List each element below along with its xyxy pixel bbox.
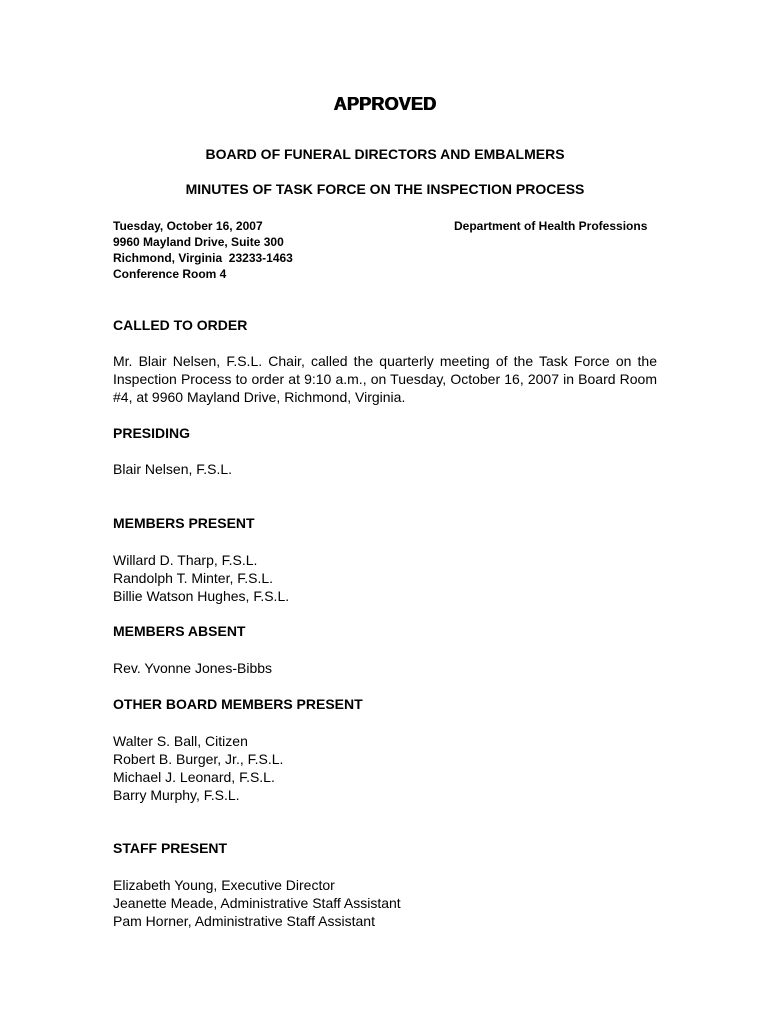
list-item: Robert B. Burger, Jr., F.S.L. [113,751,284,767]
called-to-order-heading: CALLED TO ORDER [113,317,248,333]
meeting-date: Tuesday, October 16, 2007 [113,219,263,233]
list-item: Billie Watson Hughes, F.S.L. [113,588,290,604]
members-absent-heading: MEMBERS ABSENT [113,623,246,639]
members-present-heading: MEMBERS PRESENT [113,515,255,531]
meeting-room: Conference Room 4 [113,267,227,281]
approved-stamp: APPROVED [333,94,437,114]
members-present-list [113,551,289,605]
list-item: Jeanette Meade, Administrative Staff Assistant [113,895,401,911]
presiding-heading: PRESIDING [113,425,191,441]
called-to-order-text: Mr. Blair Nelsen, F.S.L. Chair, called the quarterly meeting of the Task Force on the Inspection Process to order at 9:10 a.m., on Tuesday, October 16, 2007 in Board Room #4, at 9960 Mayland Drive, Richmond, Virginia. [113,353,657,405]
list-item: Michael J. Leonard, F.S.L. [113,769,275,785]
other-board-members-list [113,732,283,804]
staff-present-list [113,876,401,930]
members-absent-list [113,659,272,677]
list-item: Elizabeth Young, Executive Director [113,877,335,893]
list-item: Barry Murphy, F.S.L. [113,787,240,803]
staff-present-heading: STAFF PRESENT [113,840,228,856]
list-item: Pam Horner, Administrative Staff Assistant [113,913,375,929]
list-item: Willard D. Tharp, F.S.L. [113,552,258,568]
meeting-address-line1: 9960 Mayland Drive, Suite 300 [113,235,284,249]
minutes-title: MINUTES OF TASK FORCE ON THE INSPECTION PROCESS [185,181,585,197]
meeting-address-line2: Richmond, Virginia 23233-1463 [113,251,293,265]
board-title: BOARD OF FUNERAL DIRECTORS AND EMBALMERS [205,146,565,162]
list-item: Rev. Yvonne Jones-Bibbs [113,660,273,676]
list-item: Randolph T. Minter, F.S.L. [113,570,274,586]
presiding-list [113,460,232,478]
department-name: Department of Health Professions [454,219,648,233]
list-item: Blair Nelsen, F.S.L. [113,461,233,477]
other-board-members-heading: OTHER BOARD MEMBERS PRESENT [113,696,363,712]
list-item: Walter S. Ball, Citizen [113,733,248,749]
meeting-details [113,218,293,282]
